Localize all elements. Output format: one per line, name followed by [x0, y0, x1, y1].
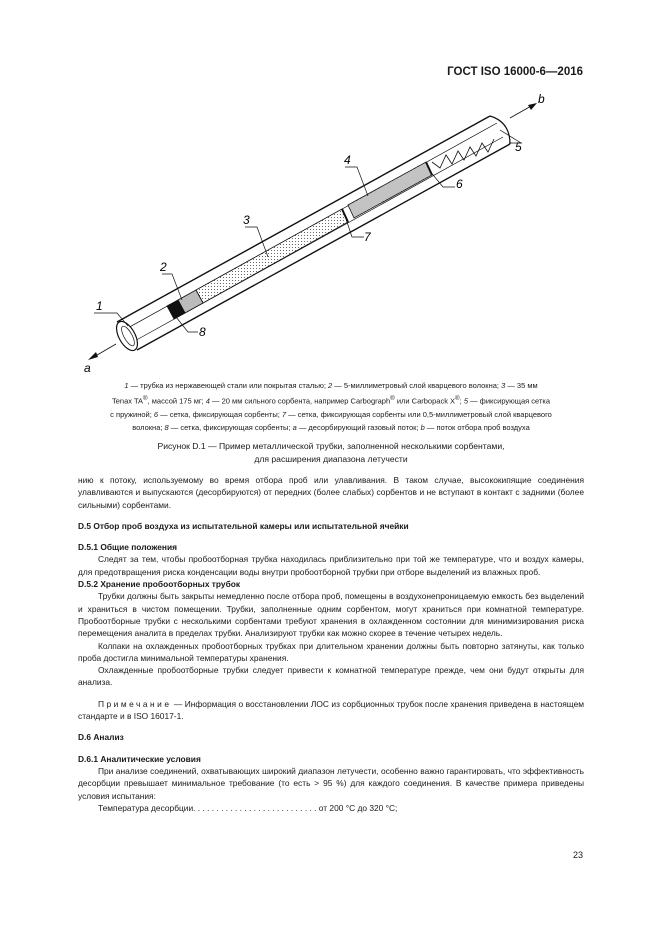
- body-text: [78, 474, 584, 814]
- section-heading-d61: D.6.1 Аналитические условия: [78, 753, 201, 764]
- label-7: 7: [364, 230, 371, 244]
- sorbent-tube-figure: [0, 0, 661, 380]
- section-heading-d51: D.5.1 Общие положения: [78, 542, 177, 553]
- section-heading-d52: D.5.2 Хранение пробоотборных трубок: [78, 579, 241, 590]
- label-a: a: [84, 361, 91, 375]
- section-heading-d6: D.6 Анализ: [78, 732, 124, 743]
- page-number: 23: [572, 850, 583, 860]
- label-8: 8: [199, 325, 206, 339]
- paragraph: Охлажденные пробоотборные трубки следует привести к комнатной температуре прежде, чем они будут открыты для анализа.: [78, 665, 584, 688]
- label-1: 1: [96, 299, 103, 313]
- label-2: 2: [160, 260, 167, 274]
- tenax-bed: [196, 209, 348, 303]
- label-5: 5: [515, 140, 522, 154]
- figure-legend: 1 — трубка из нержавеющей стали или покрытая сталью; 2 — 5-миллиметровый слой кварцевого волокна; 3 — 35 мм Tenax TA®, массой 175 мг; 4 — 20 мм сильного сорбента, например Carbograph® или Carbopack X®; 5 — фиксирующая сетка с пружиной; 6 — сетка, фиксирующая сорбенты; 7 — сетка, фиксирующая сорбенты или 0,5-миллиметровый слой кварцевого волокна; 8 — сетка, фиксирующая сорбенты; a — десорбирующий газовый поток; b — поток отбора проб воздуха: [110, 381, 552, 432]
- paragraph: При анализе соединений, охватывающих широкий диапазон летучести, особенно важно гарантировать, что эффективность десорбции превышает минимальное требование (то есть > 95 %) для каждого соединения. В качестве примера приведены условия испытания:: [78, 765, 584, 801]
- document-header: ГОСТ ISO 16000-6—2016: [447, 66, 583, 78]
- note: Примечание — Информация о восстановлении ЛОС из сорбционных трубок после хранения приведена в настоящем стандарте и в ISO 16017-1.: [78, 698, 584, 722]
- label-b: b: [538, 92, 545, 106]
- paragraph: Колпаки на охлажденных пробоотборных трубках при длительном хранении должны быть повторно затянуты, как только проба достигла минимальной температуры хранения.: [78, 640, 584, 663]
- label-4: 4: [344, 153, 351, 167]
- paragraph: нию к потоку, используемому во время отбора проб или улавливания. В таком случае, высококипящие соединения улавливаются и выпускаются (десорбируются) от передних (более слабых) сорбентов и не вступают в контакт с задними (более сильными) сорбентами.: [78, 475, 584, 510]
- figure-caption: Рисунок D.1 — Пример металлической трубки, заполненной несколькими сорбентами, для расширения диапазона летучести: [157, 441, 505, 464]
- paragraph: Трубки должны быть закрыты немедленно после отбора проб, помещены в воздухонепроницаемую емкость без выделений и храниться в чистом помещении. Трубки, заполненные одним сорбентом, могут храниться при комнатной температуре. Пробоотборные трубки с несколькими сорбентами требуют хранения в охлажденном состоянии для минимизирования риска перемещения аналита в пределах трубки. Анализируют трубки как можно скорее в течение четырех недель.: [78, 591, 584, 639]
- section-heading-d5: D.5 Отбор проб воздуха из испытательной камеры или испытательной ячейки: [78, 520, 409, 531]
- paragraph: Следят за тем, чтобы пробоотборная трубка находилась приблизительно при той же температуре, что и воздух камеры, для предотвращения риска конденсации воды внутри пробоотборной трубки при отборе выделений из влажных проб.: [78, 554, 584, 577]
- label-6: 6: [456, 177, 463, 191]
- label-3: 3: [243, 213, 250, 227]
- list-item: Температура десорбции. . . . . . . . . . . . . . . . . . . . . . . . . . . от 200 °C до 320 °C;: [98, 802, 398, 813]
